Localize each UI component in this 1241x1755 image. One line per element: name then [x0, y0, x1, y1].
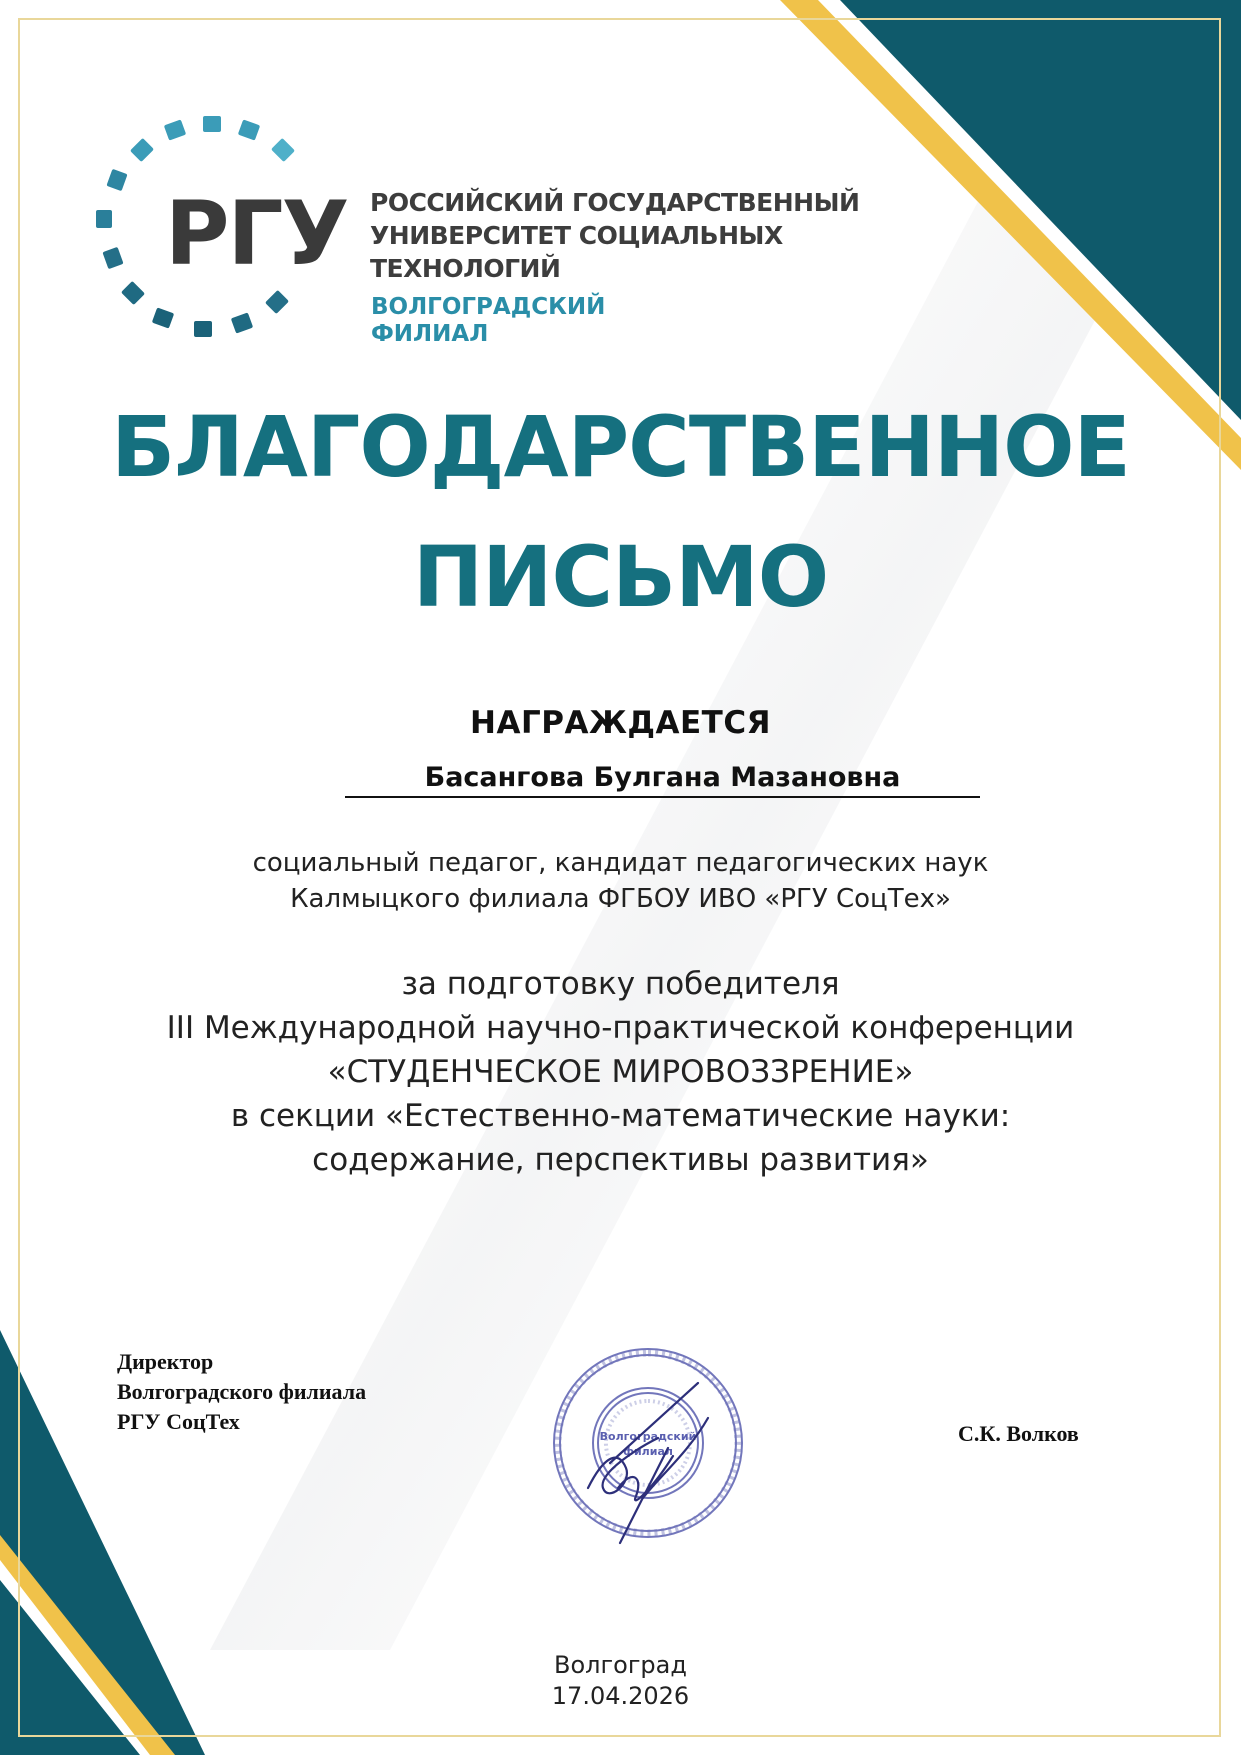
document-title-line-1: БЛАГОДАРСТВЕННОЕ [111, 398, 1130, 496]
merit-line: содержание, перспективы развития» [312, 1142, 929, 1178]
merit-line: III Международной научно-практической конференции [166, 1010, 1075, 1046]
director-line: Волгоградского филиала [117, 1379, 367, 1404]
branch-name [371, 294, 605, 348]
merit-line: «СТУДЕНЧЕСКОЕ МИРОВОЗЗРЕНИЕ» [327, 1054, 914, 1090]
awarded-label: НАГРАЖДАЕТСЯ [470, 705, 771, 741]
recipient-position [0, 845, 1241, 917]
university-name-line: УНИВЕРСИТЕТ СОЦИАЛЬНЫХ [370, 221, 783, 250]
director-title [117, 1347, 366, 1437]
university-name-line: РОССИЙСКИЙ ГОСУДАРСТВЕННЫЙ [370, 188, 860, 217]
logo-abbreviation: РГУ [165, 182, 348, 285]
merit-description [0, 962, 1241, 1182]
position-line: социальный педагог, кандидат педагогических наук [252, 848, 989, 878]
university-name [370, 186, 859, 285]
document-title-line-2: ПИСЬМО [412, 528, 829, 626]
footer-date: 17.04.2026 [551, 1682, 690, 1710]
stamp-center-text-line: филиал [623, 1445, 673, 1458]
director-line: РГУ СоцТех [117, 1409, 240, 1434]
branch-name-line: ВОЛГОГРАДСКИЙ [371, 294, 606, 320]
footer-city: Волгоград [554, 1651, 687, 1679]
university-name-line: ТЕХНОЛОГИЙ [370, 254, 561, 283]
stamp-center-text-line: Волгоградский [599, 1430, 697, 1443]
official-stamp-icon [548, 1338, 758, 1548]
director-line: Директор [117, 1349, 214, 1374]
branch-name-line: ФИЛИАЛ [371, 321, 489, 347]
signer-name: С.К. Волков [958, 1421, 1079, 1446]
merit-line: в секции «Естественно-математические науки: [230, 1098, 1011, 1134]
recipient-name: Басангова Булгана Мазановна [345, 762, 980, 798]
position-line: Калмыцкого филиала ФГБОУ ИВО «РГУ СоцТех» [290, 884, 951, 914]
merit-line: за подготовку победителя [401, 966, 840, 1002]
footer [0, 1650, 1241, 1712]
